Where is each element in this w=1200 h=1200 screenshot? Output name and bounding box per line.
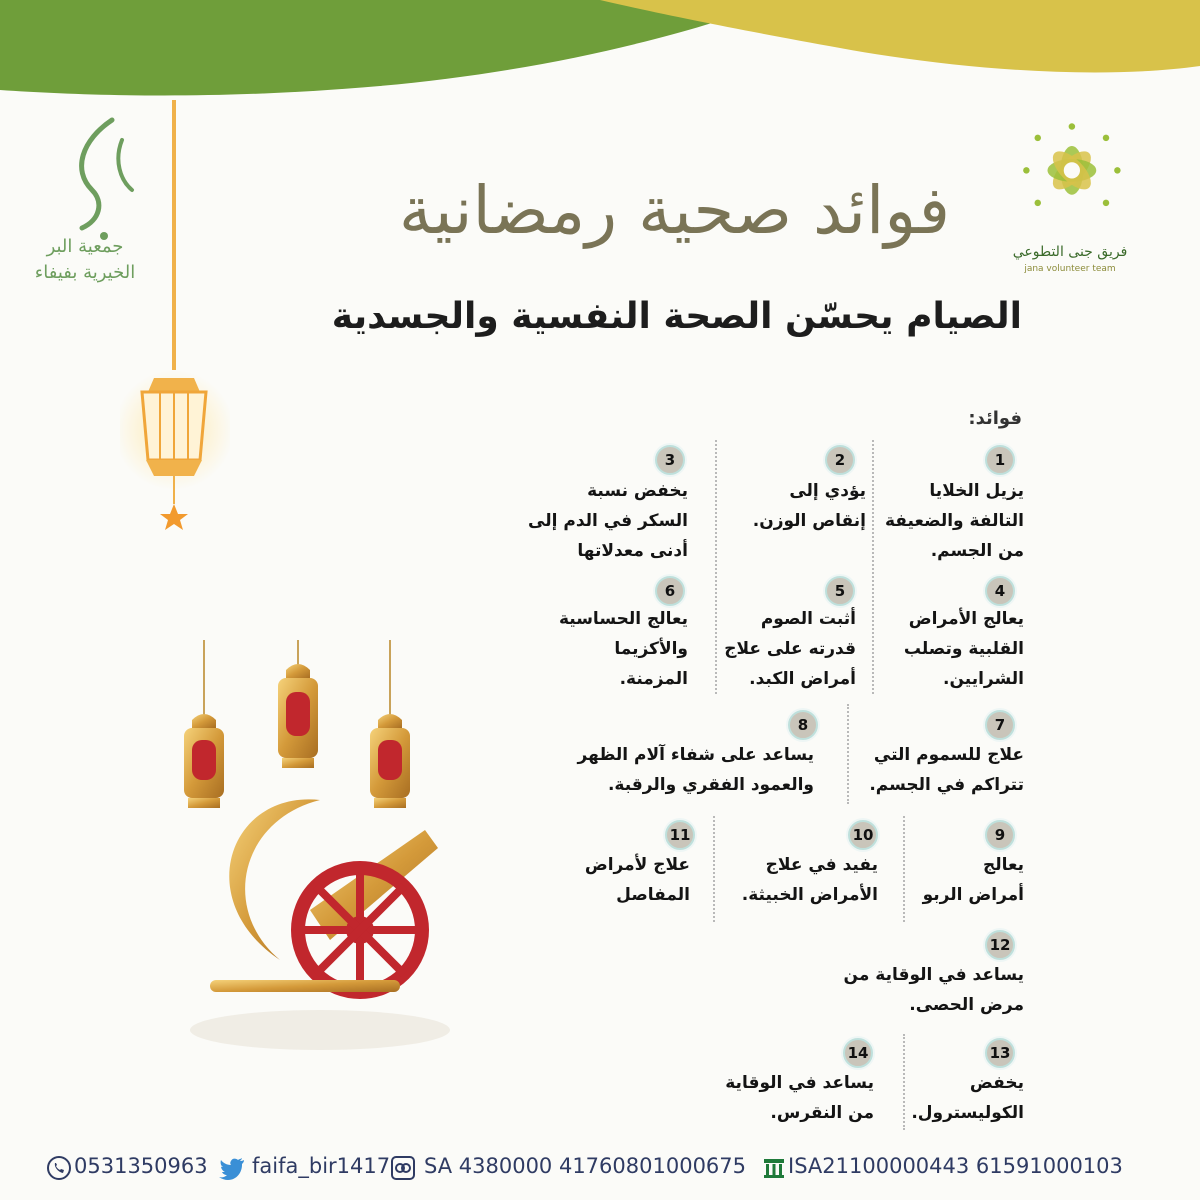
team-name: فريق جنى التطوعي [1012, 244, 1128, 260]
benefit-text-1: يزيل الخلايا التالفة والضعيفة من الجسم. [885, 481, 1024, 561]
benefit-number-13: 13 [985, 1038, 1015, 1068]
benefit-number-10: 10 [848, 820, 878, 850]
column-divider [872, 440, 874, 570]
benefit-number-2: 2 [825, 445, 855, 475]
benefit-text-8: يساعد على شفاء آلام الظهر والعمود الفقري والرقبة. [577, 745, 814, 795]
page-title: فوائد صحية رمضانية [398, 172, 950, 249]
benefit-number-8: 8 [788, 710, 818, 740]
team-subtitle: jana volunteer team [1024, 264, 1116, 274]
benefit-text-2: يؤدي إلى إنقاص الوزن. [752, 481, 866, 531]
benefit-text-14: يساعد في الوقاية من النقرس. [725, 1073, 874, 1123]
benefit-number-1: 1 [985, 445, 1015, 475]
page-subtitle: الصيام يحسّن الصحة النفسية والجسدية [331, 296, 1022, 337]
benefit-number-5: 5 [825, 576, 855, 606]
benefit-text-3: يخفض نسبة السكر في الدم إلى أدنى معدلاتها [528, 481, 688, 561]
benefit-number-3: 3 [655, 445, 685, 475]
column-divider [715, 572, 717, 694]
benefit-text-13: يخفض الكوليسترول. [911, 1073, 1024, 1123]
benefit-number-11: 11 [665, 820, 695, 850]
benefits-label: فوائد: [968, 408, 1022, 429]
ramadan-crescent-cannon-illustration [170, 640, 470, 1060]
benefit-number-6: 6 [655, 576, 685, 606]
benefit-text-4: يعالج الأمراض القلبية وتصلب الشرايين. [903, 609, 1024, 689]
column-divider [713, 816, 715, 922]
twitter-icon[interactable] [218, 1155, 246, 1181]
charity-name-line1: جمعية البر [46, 236, 124, 257]
charity-logo-mark [42, 110, 152, 250]
bank-logo-icon [390, 1155, 416, 1181]
bank-account-1: SA 4380000 41760801000675 [424, 1154, 747, 1178]
bank-account-2: ISA21100000443 61591000103 [788, 1154, 1123, 1178]
benefit-text-11: علاج لأمراض المفاصل [584, 855, 690, 905]
benefit-text-10: يفيد في علاج الأمراض الخبيثة. [741, 855, 878, 905]
column-divider [715, 440, 717, 570]
top-decorative-wave [0, 0, 1200, 110]
benefit-text-7: علاج للسموم التي تتراكم في الجسم. [869, 745, 1024, 795]
benefit-number-7: 7 [985, 710, 1015, 740]
charity-name-line2: الخيرية بفيفاء [34, 262, 136, 283]
team-flower-logo [1005, 120, 1155, 250]
benefit-text-9: يعالج أمراض الربو [922, 855, 1024, 905]
column-divider [847, 704, 849, 804]
column-divider [903, 1034, 905, 1130]
phone-number[interactable]: 0531350963 [74, 1154, 208, 1178]
column-divider [903, 816, 905, 922]
benefit-text-5: أثبت الصوم قدرته على علاج أمراض الكبد. [724, 609, 856, 689]
bank-building-icon [762, 1155, 786, 1181]
benefit-number-12: 12 [985, 930, 1015, 960]
twitter-handle[interactable]: faifa_bir1417 [252, 1154, 391, 1178]
benefit-text-6: يعالج الحساسية والأكزيما المزمنة. [558, 609, 688, 689]
benefit-number-4: 4 [985, 576, 1015, 606]
whatsapp-icon[interactable] [46, 1155, 72, 1181]
benefit-text-12: يساعد في الوقاية من مرض الحصى. [843, 965, 1024, 1015]
column-divider [872, 572, 874, 694]
benefit-number-14: 14 [843, 1038, 873, 1068]
benefit-number-9: 9 [985, 820, 1015, 850]
